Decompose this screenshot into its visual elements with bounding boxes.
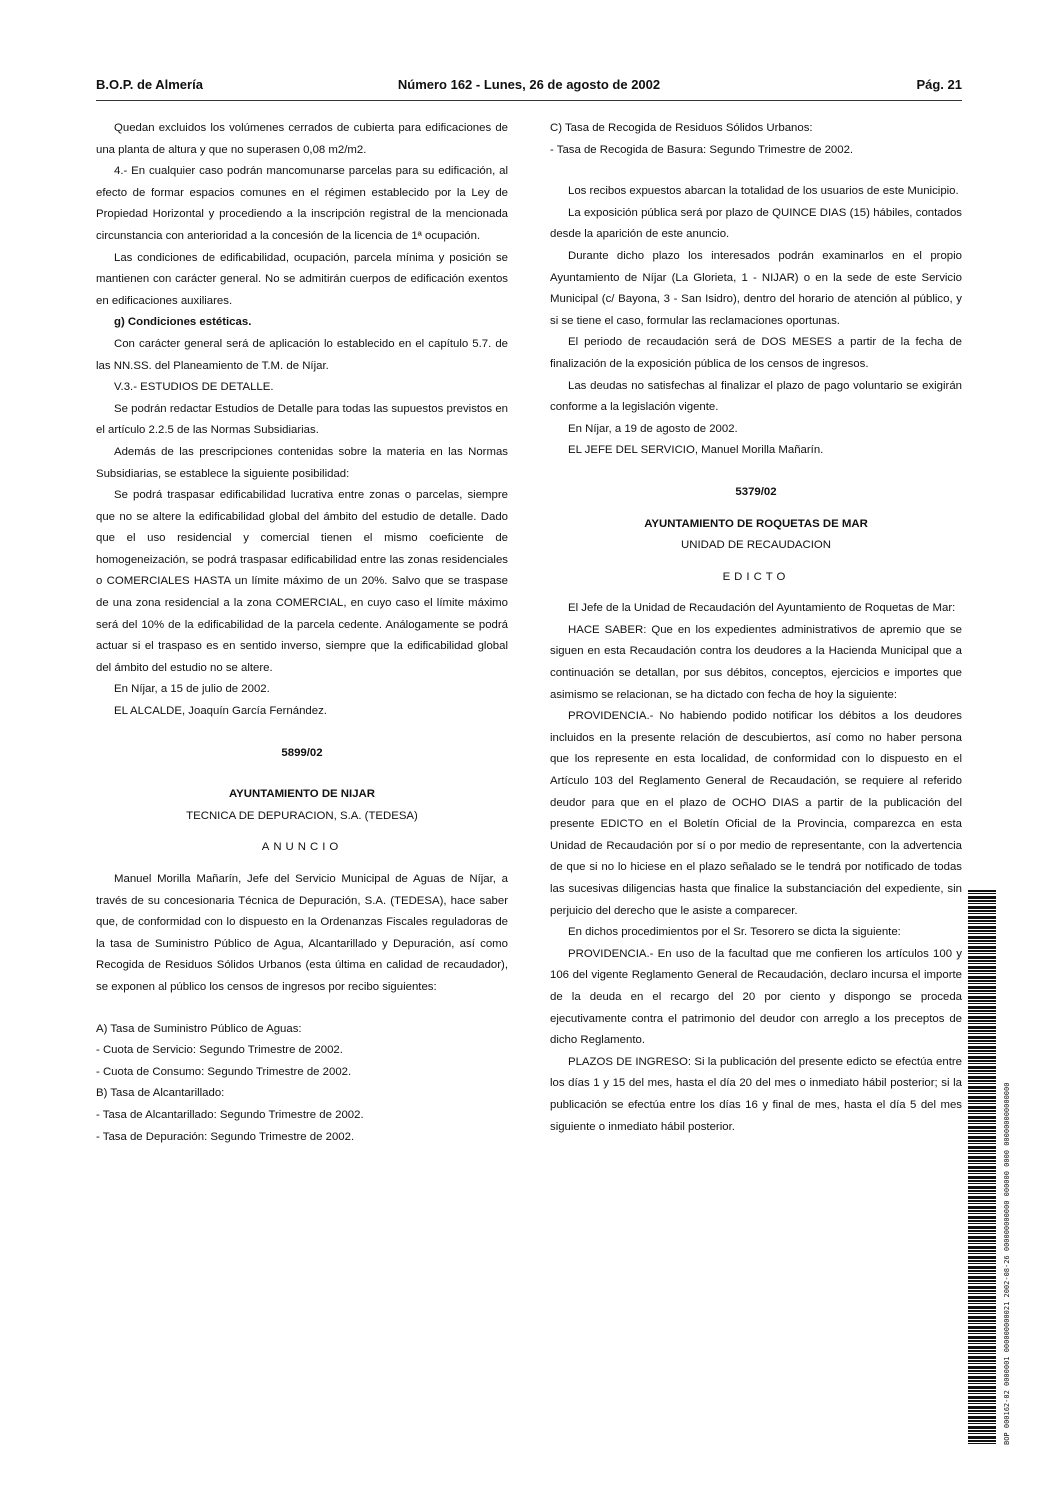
paragraph: Durante dicho plazo los interesados podrán examinarlos en el propio Ayuntamiento de Níjar (La Glorieta, 1 - NIJAR) o en la sede de este Servicio Municipal (c/ Bayona, 3 - San Isidro), dentro del horario de atención al público, y si se tiene el caso, formular las reclamaciones oportunas. xyxy=(550,249,962,327)
list-item: - Cuota de Servicio: Segundo Trimestre de 2002. xyxy=(96,1044,343,1057)
organization-title: AYUNTAMIENTO DE ROQUETAS DE MAR xyxy=(644,517,868,530)
page-number: Pág. 21 xyxy=(916,77,962,92)
reference-number: 5899/02 xyxy=(281,746,323,759)
paragraph: Las deudas no satisfechas al finalizar el plazo de pago voluntario se exigirán conforme a la legislación vigente. xyxy=(550,379,962,414)
anuncio-body: Manuel Morilla Mañarín, Jefe del Servicio Municipal de Aguas de Níjar, a través de su concesionaria Técnica de Depuración, S.A. (TEDESA), hace saber que, de conformidad con lo dispuesto en la Ordenanzas Fiscales reguladoras de la tasa de Suministro Público de Agua, Alcantarillado y Depuración, así como Recogida de Residuos Sólidos Urbanos (esta última en calidad de recaudador), se exponen al público los censos de ingresos por recibo siguientes: xyxy=(96,873,508,993)
place-date: En Níjar, a 15 de julio de 2002. xyxy=(114,683,270,696)
paragraph: Los recibos expuestos abarcan la totalidad de los usuarios de este Municipio. xyxy=(568,185,959,198)
list-item: B) Tasa de Alcantarillado: xyxy=(96,1087,225,1100)
paragraph: 4.- En cualquier caso podrán mancomunarse parcelas para su edificación, al efecto de formar espacios comunes en el régimen establecido por la Ley de Propiedad Horizontal y procediendo a la inscripción registral de la mencionada circunstancia con anterioridad a la concesión de la licencia de 1ª ocupación. xyxy=(96,165,508,242)
page-header xyxy=(96,74,962,98)
list-item: - Tasa de Recogida de Basura: Segundo Trimestre de 2002. xyxy=(550,143,854,156)
tax-list xyxy=(96,1019,508,1149)
paragraph: PROVIDENCIA.- En uso de la facultad que me confieren los artículos 100 y 106 del vigente Reglamento General de Recaudación, declaro incursa el importe de la deuda en el recargo del 20 por ciento y dispongo se proceda ejecutivamente contra el patrimonio del deudor con arreglo a los preceptos de dicho Reglamento. xyxy=(550,947,962,1047)
paragraph: PLAZOS DE INGRESO: Si la publicación del presente edicto se efectúa entre los días 1 y 15 del mes, hasta el día 20 del mes o inmediato hábil posterior; si la publicación se efectúa entre los días 16 y final de mes, hasta el día 5 del mes siguiente o inmediato hábil posterior. xyxy=(550,1055,962,1133)
reference-number: 5379/02 xyxy=(735,485,777,498)
paragraph: Las condiciones de edificabilidad, ocupación, parcela mínima y posición se mantienen con carácter general. No se admitirán cuerpos de edificación exentos en edificaciones auxiliares. xyxy=(96,251,508,307)
list-item: A) Tasa de Suministro Público de Aguas: xyxy=(96,1022,302,1035)
header-rule xyxy=(96,100,962,101)
signature: EL JEFE DEL SERVICIO, Manuel Morilla Mañarín. xyxy=(568,444,824,457)
organization-subtitle: UNIDAD DE RECAUDACION xyxy=(681,539,831,552)
paragraph: El Jefe de la Unidad de Recaudación del Ayuntamiento de Roquetas de Mar: xyxy=(568,602,956,615)
list-item: - Tasa de Depuración: Segundo Trimestre de 2002. xyxy=(96,1130,355,1143)
list-item: - Tasa de Alcantarillado: Segundo Trimestre de 2002. xyxy=(96,1108,364,1121)
organization-title: AYUNTAMIENTO DE NIJAR xyxy=(229,788,375,801)
left-column xyxy=(96,118,508,1148)
document-title: EDICTO xyxy=(722,570,790,583)
document-title: ANUNCIO xyxy=(261,841,343,854)
barcode-bars xyxy=(968,890,996,1445)
publication-name: B.O.P. de Almería xyxy=(96,77,203,92)
paragraph: Además de las prescripciones contenidas sobre la materia en las Normas Subsidiarias, se establece la siguiente posibilidad: xyxy=(96,445,508,480)
barcode xyxy=(968,890,1018,1445)
tax-list-continued xyxy=(550,118,962,161)
organization-subtitle: TECNICA DE DEPURACION, S.A. (TEDESA) xyxy=(186,809,418,822)
paragraph: Con carácter general será de aplicación lo establecido en el capítulo 5.7. de las NN.SS. del Planeamiento de T.M. de Níjar. xyxy=(96,337,508,372)
paragraph: PROVIDENCIA.- No habiendo podido notificar los débitos a los deudores incluidos en la presente relación de descubiertos, así como no haber persona que los represente en esta localidad, de conformidad con lo dispuesto en el Artículo 103 del Reglamento General de Recaudación, se requiere al referido deudor para que en el plazo de OCHO DIAS a partir de la publicación del presente EDICTO en el Boletín Oficial de la Provincia, comparezca en esta Unidad de Recaudación por sí o por medio de representante, con la advertencia de que si no lo hiciese en el plazo señalado se le tendrá por notificado de todas las sucesivas diligencias hasta que finalice la substanciación del expediente, sin perjuicio del derecho que le asiste a comparecer. xyxy=(550,710,962,917)
issue-date: Número 162 - Lunes, 26 de agosto de 2002 xyxy=(397,77,661,92)
signature: EL ALCALDE, Joaquín García Fernández. xyxy=(114,705,327,718)
right-column xyxy=(550,118,962,1138)
paragraph: HACE SABER: Que en los expedientes administrativos de apremio que se siguen en esta Recaudación contra los deudores a la Hacienda Municipal que a continuación se detallan, por sus débitos, conceptos, ejercicios e importes que asimismo se relacionan, se ha dictado con fecha de hoy la siguiente: xyxy=(550,623,962,701)
paragraph: La exposición pública será por plazo de QUINCE DIAS (15) hábiles, contados desde la aparición de este anuncio. xyxy=(550,206,962,241)
section-heading: V.3.- ESTUDIOS DE DETALLE. xyxy=(114,381,274,394)
list-item: - Cuota de Consumo: Segundo Trimestre de 2002. xyxy=(96,1065,352,1078)
paragraph: Se podrá traspasar edificabilidad lucrativa entre zonas o parcelas, siempre que no se altere la edificabilidad global del ámbito del estudio de detalle. Dado que el uso residencial y comercial tienen el mismo coeficiente de homogeneización, se podrá traspasar edificabilidad entre las zonas residenciales o COMERCIALES HASTA un límite máximo de un 20%. Salvo que se traspase de una zona residencial a la zona COMERCIAL, en cuyo caso el límite máximo será del 10% de la edificabilidad de la parcela cedente. Análogamente se podrá actuar si el traspaso es en sentido inverso, siempre que la edificabilidad global del ámbito del estudio no se altere. xyxy=(96,489,508,674)
paragraph: En dichos procedimientos por el Sr. Tesorero se dicta la siguiente: xyxy=(568,926,901,939)
barcode-code-text: BOP 000162-02 0000001 000000000021 2002-08-26 000000000000 000000 0000 000000000000000 xyxy=(1003,1082,1011,1445)
list-item: C) Tasa de Recogida de Residuos Sólidos Urbanos: xyxy=(550,122,813,134)
paragraph: Se podrán redactar Estudios de Detalle para todas las supuestos previstos en el artículo 2.2.5 de las Normas Subsidiarias. xyxy=(96,402,508,437)
paragraph: Quedan excluidos los volúmenes cerrados de cubierta para edificaciones de una planta de altura y que no superasen 0,08 m2/m2. xyxy=(96,122,508,156)
paragraph: El periodo de recaudación será de DOS MESES a partir de la fecha de finalización de la exposición pública de los censos de ingresos. xyxy=(550,336,962,370)
section-subheading: g) Condiciones estéticas. xyxy=(114,316,252,329)
place-date: En Níjar, a 19 de agosto de 2002. xyxy=(568,422,738,435)
